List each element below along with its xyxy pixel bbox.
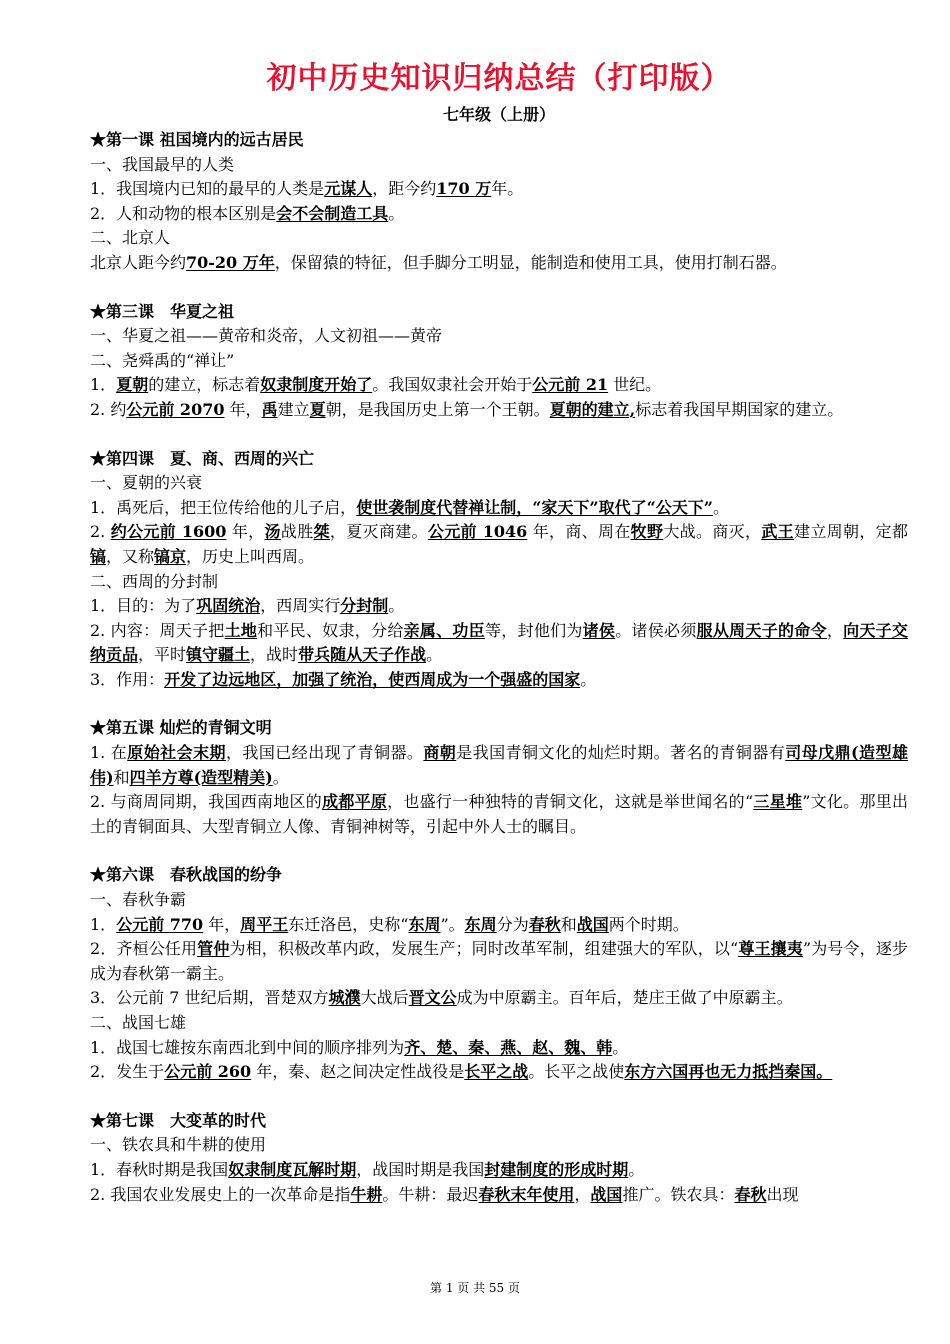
paragraph	[90, 790, 908, 839]
key-term: 禹	[261, 399, 278, 419]
text-segment: 出现	[766, 1184, 799, 1204]
key-term: 齐、楚、秦、燕、赵、魏、韩	[404, 1037, 613, 1057]
paragraph	[90, 1060, 908, 1085]
key-term: 春秋末年使用	[478, 1184, 575, 1204]
key-term: 向天子交纳贡品	[90, 620, 908, 665]
document-page	[90, 58, 908, 1207]
text-segment: 北京人距今约	[90, 252, 187, 272]
key-term: 桀	[313, 522, 330, 542]
text-segment: 标志着我国早期国家的建立。	[635, 399, 844, 419]
key-term: 管仲	[197, 939, 230, 959]
key-term: 成都平原	[322, 792, 388, 812]
text-segment: 是我国青铜文化的灿烂时期。著名的青铜器有	[456, 743, 786, 763]
section-heading: 二、尧舜禹的“禅让”	[90, 350, 235, 370]
key-term: 170 万	[436, 179, 492, 199]
text-segment: 2. 与商周同期，我国西南地区的	[90, 792, 323, 812]
paragraph	[90, 594, 908, 619]
text-segment: ，历史上叫西周。	[186, 546, 315, 566]
key-term: 镇守疆土	[186, 645, 251, 665]
text-segment: 建立周朝，定都	[794, 522, 908, 542]
section-heading: 一、夏朝的兴衰	[90, 473, 203, 493]
text-segment: 。	[272, 767, 289, 787]
lesson-heading: ★第七课 大变革的时代	[90, 1110, 267, 1130]
paragraph	[90, 1158, 908, 1183]
key-term: 元谋人	[324, 179, 373, 199]
text-segment: ，战时	[250, 645, 299, 665]
key-term: 奴隶制度瓦解时期	[228, 1159, 357, 1179]
lesson-block	[90, 128, 908, 276]
key-term: 商朝	[423, 743, 457, 763]
document-title: 初中历史知识归纳总结（打印版）	[266, 61, 732, 96]
text-segment: 1. 在	[90, 743, 128, 763]
key-term: 土地	[224, 620, 258, 640]
key-term: 巩固统治	[196, 596, 261, 616]
paragraph	[90, 937, 908, 986]
text-segment: 大战。商灭，	[663, 522, 762, 542]
text-segment: 。诸侯必须	[615, 620, 697, 640]
key-term: 公元前 260	[164, 1062, 252, 1082]
text-segment: 等，封他们为	[485, 620, 583, 640]
key-term: 服从周天子的命令	[696, 620, 827, 640]
key-term: 镐京	[154, 546, 187, 566]
text-segment: 3．作用：	[90, 669, 165, 689]
text-segment: ”文化。那里出土的青铜面具、大型青铜立人像、青铜神树等，引起中外人士的瞩目。	[90, 792, 908, 836]
text-segment: 大战后	[360, 988, 409, 1008]
text-segment: 1．	[90, 914, 117, 934]
text-segment: 世纪。	[608, 375, 662, 395]
text-segment: 1．禹死后，把王位传给他的儿子启，	[90, 497, 357, 517]
key-term: 武王	[761, 522, 794, 542]
key-term: 牛耕	[350, 1184, 383, 1204]
paragraph	[90, 177, 908, 202]
text-segment: 。	[388, 203, 405, 223]
key-term: 会不会制造工具	[276, 203, 389, 223]
key-term: 尊王攘夷	[738, 939, 803, 959]
section-heading: 二、西周的分封制	[90, 571, 219, 591]
text-segment: ，平时	[138, 645, 187, 665]
text-segment: 1．战国七雄按东南西北到中间的顺序排列为	[90, 1037, 405, 1057]
text-segment: 和	[113, 767, 130, 787]
paragraph	[90, 520, 908, 569]
text-segment: 1．春秋时期是我国	[90, 1159, 229, 1179]
text-segment: ”为号令，逐步成为春秋第一霸主。	[90, 939, 908, 983]
paragraph	[90, 202, 908, 227]
section-heading: 一、铁农具和牛耕的使用	[90, 1135, 267, 1155]
text-segment: 年，	[203, 914, 241, 934]
lesson-heading: ★第四课 夏、商、西周的兴亡	[90, 448, 315, 468]
text-segment: ，又称	[106, 546, 155, 566]
text-segment: 战胜	[280, 522, 314, 542]
key-term: 带兵随从天子作战	[298, 645, 427, 665]
lesson-heading: ★第一课 祖国境内的远古居民	[90, 130, 304, 149]
paragraph	[90, 373, 908, 398]
text-segment: 2. 内容：周天子把	[90, 620, 225, 640]
text-segment: 2.	[90, 522, 111, 542]
text-segment: ，	[574, 1184, 591, 1204]
lesson-block	[90, 300, 908, 423]
text-segment: 。	[713, 497, 730, 517]
text-segment: 1．	[90, 375, 117, 395]
key-term: 公元前 770	[116, 914, 204, 934]
text-segment: ，我国已经出现了青铜器。	[225, 743, 424, 763]
lesson-block	[90, 863, 908, 1084]
text-segment: 。	[612, 1037, 629, 1057]
key-term: 汤	[264, 522, 281, 542]
key-term: 约公元前 1600	[110, 522, 227, 542]
text-segment: ，夏灭商建。	[329, 522, 428, 542]
text-segment: 和	[560, 914, 577, 934]
text-segment: 成为中原霸主。百年后，楚庄王做了中原霸主。	[456, 988, 793, 1008]
text-segment: 3．公元前 7 世纪后期，晋楚双方	[90, 988, 329, 1008]
key-term: 分封制	[340, 596, 389, 616]
paragraph	[90, 741, 908, 790]
text-segment: 年，秦、赵之间决定性战役是	[251, 1062, 465, 1082]
page-footer: 第 1 页 共 55 页	[430, 1281, 520, 1295]
text-segment: 推广。铁农具：	[622, 1184, 735, 1204]
text-segment: 。	[580, 669, 597, 689]
text-segment: ，战国时期是我国	[356, 1159, 485, 1179]
text-segment: 1．目的：为了	[90, 596, 197, 616]
lessons-container	[90, 128, 908, 1207]
text-segment: 分为	[496, 914, 529, 934]
key-term: 公元前 2070	[126, 399, 225, 419]
key-term: 公元前 1046	[427, 522, 528, 542]
key-term: 镐	[90, 546, 107, 566]
key-term: 长平之战	[464, 1062, 529, 1082]
section-heading: 一、华夏之祖——黄帝和炎帝，人文初祖——黄帝	[90, 326, 443, 346]
paragraph	[90, 1036, 908, 1061]
key-term: 使世袭制度代替禅让制，“家天下”取代了“公天下”	[356, 497, 714, 517]
key-term: 奴隶制度开始了	[260, 375, 373, 395]
text-segment: ”。	[440, 914, 465, 934]
lesson-block	[90, 716, 908, 839]
text-segment: 。牛耕：最迟	[382, 1184, 479, 1204]
lesson-block	[90, 447, 908, 693]
text-segment: 年。	[491, 179, 524, 199]
paragraph	[90, 619, 908, 668]
key-term: 四羊方尊(造型精美)	[129, 767, 273, 787]
key-term: 诸侯	[582, 620, 616, 640]
lesson-heading: ★第五课 灿烂的青铜文明	[90, 718, 272, 738]
grade-subtitle: 七年级（上册）	[442, 105, 555, 124]
key-term: 东方六国再也无力抵挡秦国。	[624, 1062, 833, 1082]
key-term: 原始社会末期	[127, 743, 226, 763]
text-segment: 。	[388, 596, 405, 616]
text-segment: ，	[826, 620, 844, 640]
text-segment: ，也盛行一种独特的青铜文化，这就是举世闻名的“	[387, 792, 754, 812]
paragraph	[90, 668, 908, 693]
text-segment: 2. 约	[90, 399, 127, 419]
text-segment: 2．人和动物的根本区别是	[90, 203, 277, 223]
paragraph	[90, 496, 908, 521]
paragraph	[90, 1183, 908, 1208]
text-segment: 。长平之战使	[528, 1062, 625, 1082]
text-segment: 的建立，标志着	[148, 375, 261, 395]
text-segment: 2．发生于	[90, 1062, 165, 1082]
key-term: 司母戊鼎(造型雄伟)	[90, 743, 908, 787]
text-segment: 年，商、周在	[527, 522, 631, 542]
section-heading: 一、春秋争霸	[90, 890, 187, 910]
text-segment: 。	[628, 1159, 645, 1179]
section-heading: 二、战国七雄	[90, 1013, 187, 1032]
key-term: 三星堆	[753, 792, 803, 812]
text-segment: 建立	[277, 399, 310, 419]
paragraph	[90, 986, 908, 1011]
paragraph	[90, 251, 908, 276]
key-term: 夏朝	[116, 375, 149, 395]
key-term: 战国	[576, 914, 609, 934]
text-segment: 。	[426, 645, 443, 665]
key-term: 开发了边远地区，加强了统治，使西周成为一个强盛的国家	[164, 669, 581, 689]
text-segment: ，保留猿的特征，但手脚分工明显，能制造和使用工具，使用打制石器。	[274, 252, 787, 272]
text-segment: 东迁洛邑，史称“	[288, 914, 409, 934]
text-segment: 。我国奴隶社会开始于	[372, 375, 533, 395]
text-segment: 2. 我国农业发展史上的一次革命是指	[90, 1184, 351, 1204]
text-segment: 两个时期。	[608, 914, 689, 934]
lesson-heading: ★第六课 春秋战国的纷争	[90, 865, 283, 885]
key-term: 公元前 21	[532, 375, 609, 395]
key-term: 牧野	[630, 522, 664, 542]
key-term: 东周	[464, 914, 497, 934]
key-term: 春秋	[528, 914, 561, 934]
key-term: 春秋	[734, 1184, 767, 1204]
text-segment: 1．我国境内已知的最早的人类是	[90, 179, 325, 199]
key-term: 周平王	[240, 914, 289, 934]
key-term: 晋文公	[408, 988, 457, 1008]
lesson-heading: ★第三课 华夏之祖	[90, 301, 235, 321]
key-term: 战国	[590, 1184, 623, 1204]
text-segment: 年，	[226, 522, 265, 542]
section-heading: 一、我国最早的人类	[90, 154, 235, 174]
lesson-block	[90, 1109, 908, 1207]
key-term: 亲属、功臣	[403, 620, 485, 640]
key-term: 封建制度的形成时期	[484, 1159, 629, 1179]
key-term: 夏朝的建立,	[549, 399, 636, 419]
paragraph	[90, 398, 908, 423]
key-term: 城濮	[328, 988, 361, 1008]
text-segment: ，西周实行	[260, 596, 341, 616]
text-segment: 年，	[224, 399, 262, 419]
section-heading: 二、北京人	[90, 228, 171, 248]
paragraph	[90, 913, 908, 938]
text-segment: 和平民、奴隶，分给	[257, 620, 404, 640]
key-term: 70-20 万年	[186, 252, 275, 272]
text-segment: 2．齐桓公任用	[90, 939, 198, 959]
key-term: 夏	[309, 399, 326, 419]
text-segment: 为相，积极改革内政，发展生产；同时改革军制，组建强大的军队，以“	[229, 939, 739, 959]
text-segment: ，距今约	[372, 179, 437, 199]
text-segment: 朝，是我国历史上第一个王朝。	[325, 399, 550, 419]
key-term: 东周	[408, 914, 441, 934]
